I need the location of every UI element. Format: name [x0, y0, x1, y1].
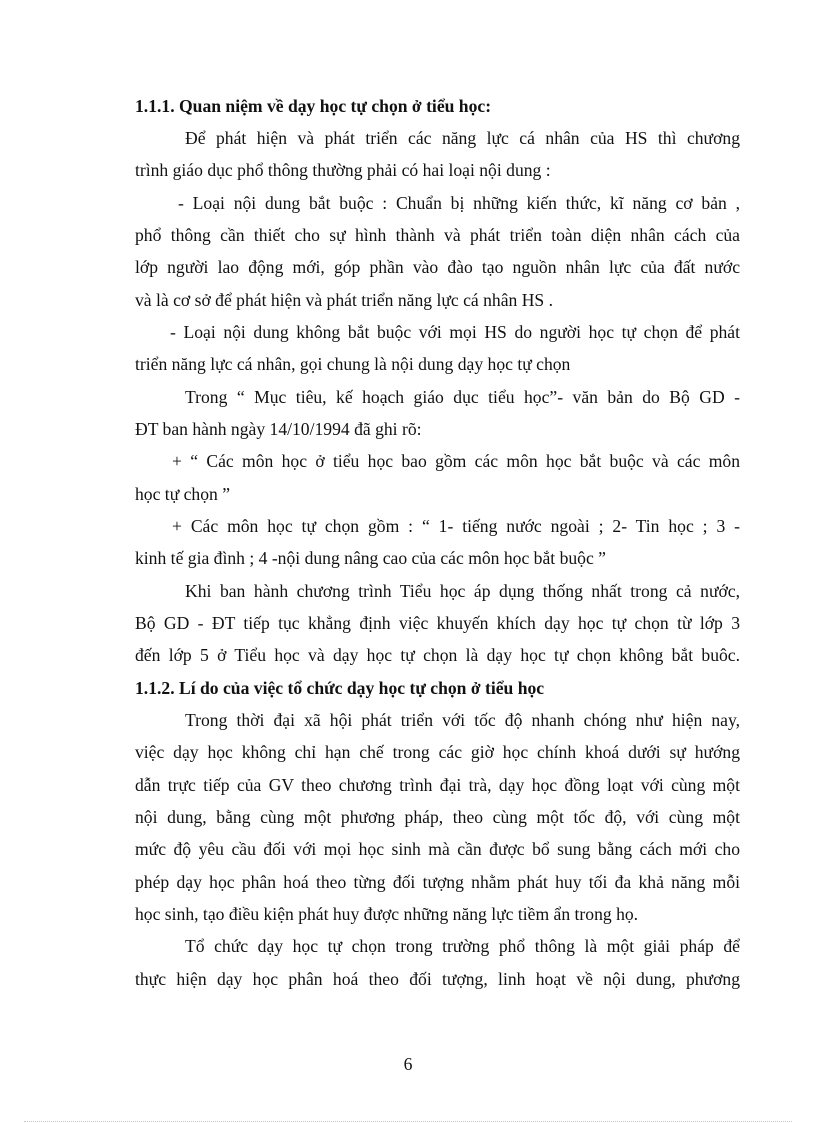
paragraph-line: - Loại nội dung không bắt buộc với mọi HS do người học tự chọn để phát [170, 322, 740, 342]
paragraph-line: Tổ chức dạy học tự chọn trong trường phổ thông là một giải pháp để [185, 936, 740, 956]
paragraph-line: mức độ yêu cầu đối với mọi học sinh mà cần được bổ sung bằng cách mới cho [135, 839, 740, 859]
paragraph-line: Bộ GD - ĐT tiếp tục khẳng định việc khuyến khích dạy học tự chọn từ lớp 3 [135, 613, 740, 633]
paragraph-line: thực hiện dạy học phân hoá theo đối tượng, linh hoạt về nội dung, phương [135, 969, 740, 989]
paragraph-line: nội dung, bằng cùng một phương pháp, theo cùng một tốc độ, với cùng một [135, 807, 740, 827]
page-number: 6 [403, 1054, 413, 1074]
paragraph-line: học sinh, tạo điều kiện phát huy được những năng lực tiềm ẩn trong họ. [135, 904, 639, 924]
paragraph-line: phép dạy học phân hoá theo từng đối tượng nhằm phát huy tối đa khả năng mỗi [135, 872, 740, 892]
paragraph-line: lớp người lao động mới, góp phần vào đào tạo nguồn nhân lực của đất nước [135, 257, 740, 277]
paragraph-line: Trong “ Mục tiêu, kế hoạch giáo dục tiểu học”- văn bản do Bộ GD - [185, 387, 740, 407]
paragraph-line: + “ Các môn học ở tiểu học bao gồm các môn học bắt buộc và các môn [172, 451, 740, 471]
paragraph-line: Khi ban hành chương trình Tiểu học áp dụng thống nhất trong cả nước, [185, 581, 740, 601]
paragraph-line: Để phát hiện và phát triển các năng lực cá nhân của HS thì chương [185, 128, 740, 148]
paragraph-line: + Các môn học tự chọn gồm : “ 1- tiếng nước ngoài ; 2- Tin học ; 3 - [172, 516, 740, 536]
paragraph-line: trình giáo dục phổ thông thường phải có hai loại nội dung : [135, 160, 551, 180]
paragraph-line: triển năng lực cá nhân, gọi chung là nội dung dạy học tự chọn [135, 354, 571, 374]
paragraph-line: dẫn trực tiếp của GV theo chương trình đại trà, dạy học đồng loạt với cùng một [135, 775, 740, 795]
paragraph-line: việc dạy học không chỉ hạn chế trong các giờ học chính khoá dưới sự hướng [135, 742, 740, 762]
paragraph-line: kinh tế gia đình ; 4 -nội dung nâng cao của các môn học bắt buộc ” [135, 548, 606, 568]
paragraph-line: - Loại nội dung bắt buộc : Chuẩn bị những kiến thức, kĩ năng cơ bản , [178, 193, 740, 213]
footer-dotted-rule [24, 1121, 792, 1122]
paragraph-line: học tự chọn ” [135, 484, 231, 504]
paragraph-line: phổ thông cần thiết cho sự hình thành và phát triển toàn diện nhân cách của [135, 225, 740, 245]
paragraph-line: và là cơ sở để phát hiện và phát triển năng lực cá nhân HS . [135, 290, 554, 310]
heading-1-1-2: 1.1.2. Lí do của việc tổ chức dạy học tự chọn ở tiểu học [135, 678, 545, 698]
paragraph-line: ĐT ban hành ngày 14/10/1994 đã ghi rõ: [135, 419, 422, 439]
paragraph-line: đến lớp 5 ở Tiểu học và dạy học tự chọn là dạy học tự chọn không bắt buôc. [135, 645, 740, 665]
paragraph-line: Trong thời đại xã hội phát triển với tốc độ nhanh chóng như hiện nay, [185, 710, 740, 730]
heading-1-1-1: 1.1.1. Quan niệm về dạy học tự chọn ở tiểu học: [135, 96, 492, 116]
